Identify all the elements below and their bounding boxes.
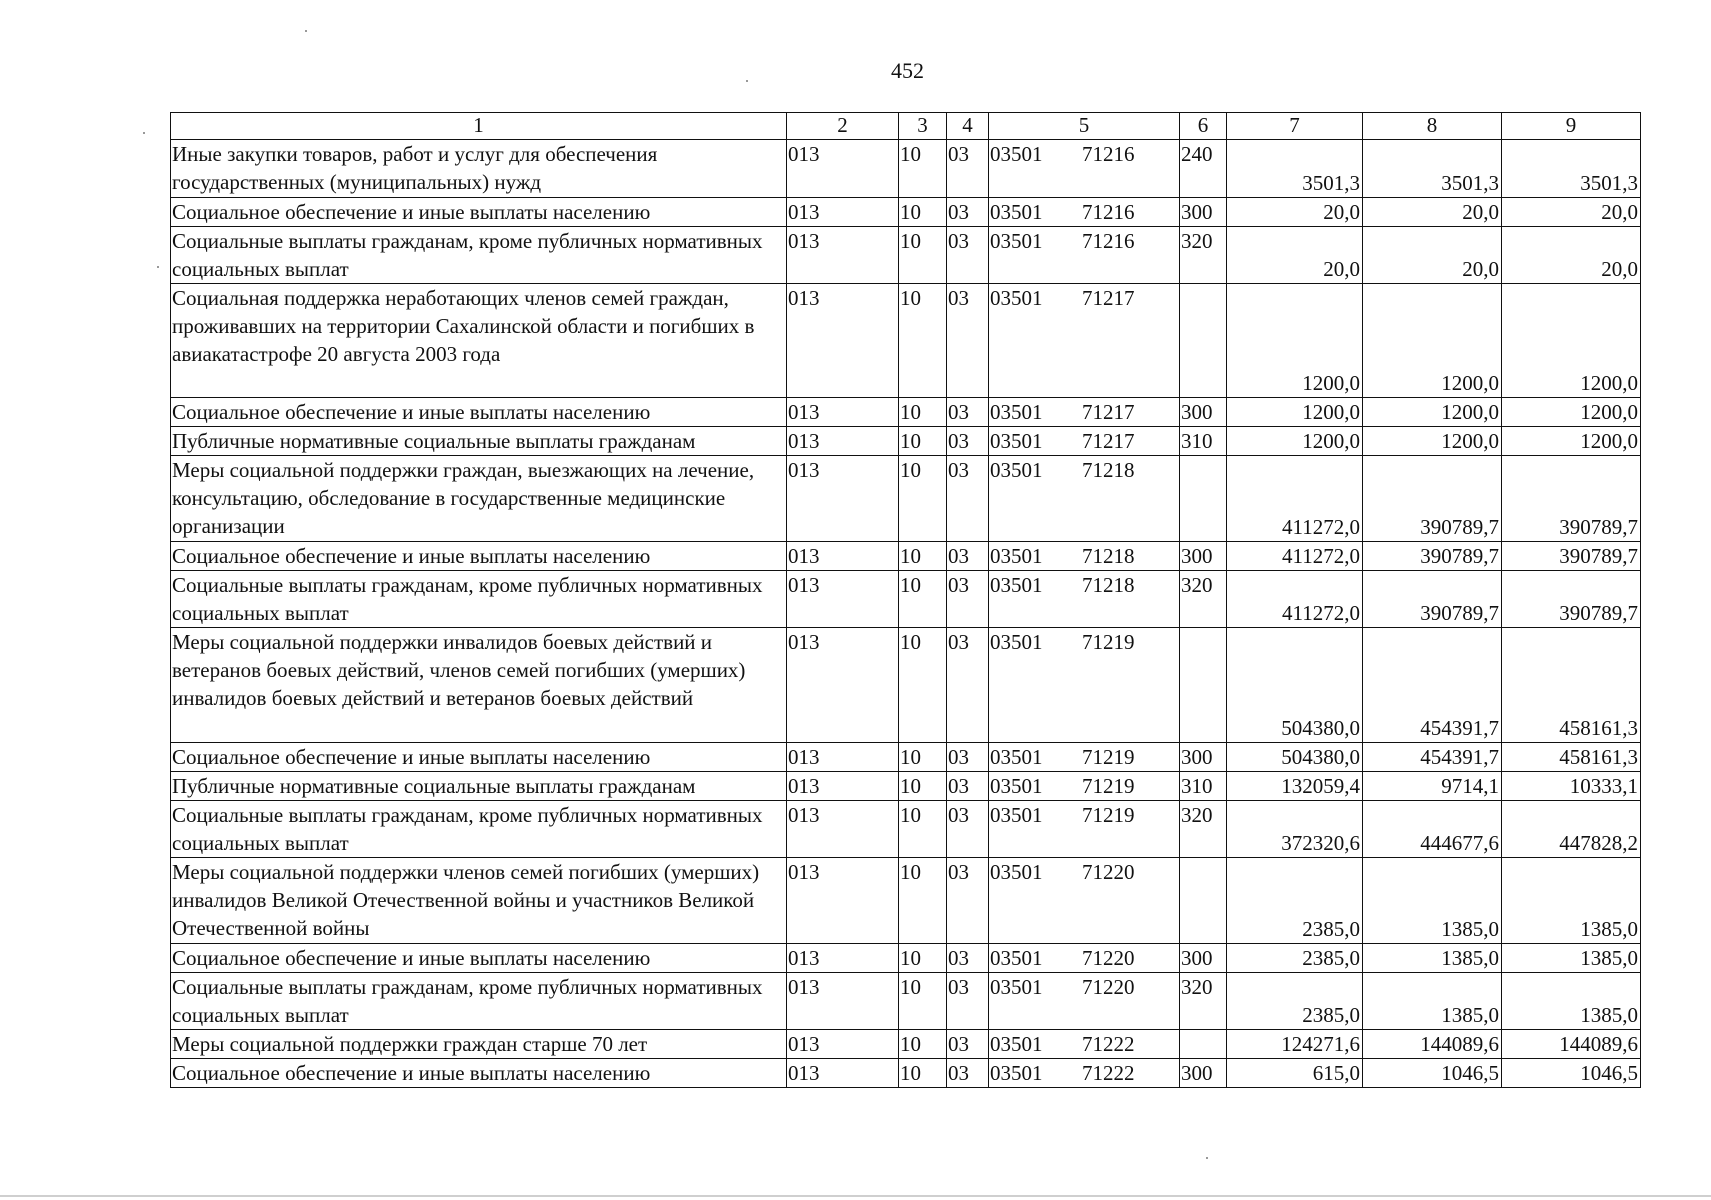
cell-amount-year2: 444677,6	[1363, 801, 1502, 858]
cell-amount-year3: 1200,0	[1502, 398, 1641, 427]
cell-amount-year3: 458161,3	[1502, 628, 1641, 743]
row-name: Социальные выплаты гражданам, кроме публичных нормативных социальных выплат	[171, 227, 787, 284]
cell-ministry-code: 013	[787, 140, 899, 198]
page-number: 452	[891, 58, 924, 83]
cell-expense-type: 320	[1180, 571, 1227, 628]
cell-expense-type: 300	[1180, 198, 1227, 227]
cell-subsection: 03	[947, 772, 989, 801]
cell-amount-year1: 2385,0	[1227, 944, 1363, 973]
cell-expense-type	[1180, 1030, 1227, 1059]
cell-ministry-code: 013	[787, 801, 899, 858]
cell-amount-year3: 1200,0	[1502, 427, 1641, 456]
cell-ministry-code: 013	[787, 944, 899, 973]
cell-amount-year2: 20,0	[1363, 198, 1502, 227]
cell-amount-year3: 1385,0	[1502, 973, 1641, 1030]
cell-amount-year2: 1046,5	[1363, 1059, 1502, 1088]
cell-target-article	[989, 1030, 1180, 1059]
cell-section: 10	[899, 743, 947, 772]
cell-ministry-code: 013	[787, 456, 899, 542]
cell-target-article	[989, 973, 1180, 1030]
header-cell: 1	[171, 113, 787, 140]
cell-expense-type: 300	[1180, 1059, 1227, 1088]
table-row	[171, 227, 1641, 284]
cell-target-article	[989, 628, 1180, 743]
cell-amount-year2: 390789,7	[1363, 571, 1502, 628]
table-row	[171, 284, 1641, 398]
cell-expense-type: 300	[1180, 542, 1227, 571]
cell-expense-type: 320	[1180, 973, 1227, 1030]
row-name: Социальные выплаты гражданам, кроме публичных нормативных социальных выплат	[171, 571, 787, 628]
cell-amount-year1: 372320,6	[1227, 801, 1363, 858]
cell-amount-year1: 2385,0	[1227, 858, 1363, 944]
target-article-code: 71222	[1082, 1032, 1135, 1056]
cell-amount-year1: 1200,0	[1227, 427, 1363, 456]
target-article-program: 03501	[990, 1032, 1043, 1056]
cell-expense-type	[1180, 284, 1227, 398]
cell-amount-year3: 1046,5	[1502, 1059, 1641, 1088]
cell-amount-year2: 144089,6	[1363, 1030, 1502, 1059]
cell-subsection: 03	[947, 801, 989, 858]
target-article-program: 03501	[990, 745, 1043, 769]
cell-amount-year2: 390789,7	[1363, 456, 1502, 542]
header-cell: 6	[1180, 113, 1227, 140]
cell-amount-year1: 411272,0	[1227, 542, 1363, 571]
target-article-program: 03501	[990, 544, 1043, 568]
cell-ministry-code: 013	[787, 284, 899, 398]
cell-section: 10	[899, 772, 947, 801]
target-article-code: 71217	[1082, 400, 1135, 424]
cell-amount-year2: 454391,7	[1363, 628, 1502, 743]
target-article-code: 71216	[1082, 142, 1135, 166]
table-row	[171, 944, 1641, 973]
cell-amount-year1: 411272,0	[1227, 456, 1363, 542]
target-article-program: 03501	[990, 1061, 1043, 1085]
header-cell: 7	[1227, 113, 1363, 140]
cell-target-article	[989, 227, 1180, 284]
cell-subsection: 03	[947, 1059, 989, 1088]
table-row	[171, 542, 1641, 571]
cell-subsection: 03	[947, 1030, 989, 1059]
header-cell: 4	[947, 113, 989, 140]
target-article-program: 03501	[990, 946, 1043, 970]
cell-amount-year3: 390789,7	[1502, 456, 1641, 542]
cell-amount-year1: 1200,0	[1227, 398, 1363, 427]
cell-target-article	[989, 456, 1180, 542]
cell-amount-year2: 1385,0	[1363, 944, 1502, 973]
cell-amount-year2: 1200,0	[1363, 427, 1502, 456]
cell-subsection: 03	[947, 398, 989, 427]
cell-target-article	[989, 427, 1180, 456]
cell-amount-year2: 454391,7	[1363, 743, 1502, 772]
cell-target-article	[989, 284, 1180, 398]
cell-amount-year3: 20,0	[1502, 198, 1641, 227]
target-article-code: 71218	[1082, 458, 1135, 482]
cell-ministry-code: 013	[787, 973, 899, 1030]
row-name: Публичные нормативные социальные выплаты гражданам	[171, 427, 787, 456]
cell-amount-year1: 3501,3	[1227, 140, 1363, 198]
cell-amount-year2: 1200,0	[1363, 398, 1502, 427]
target-article-code: 71217	[1082, 429, 1135, 453]
target-article-code: 71218	[1082, 544, 1135, 568]
cell-expense-type: 300	[1180, 944, 1227, 973]
cell-amount-year2: 20,0	[1363, 227, 1502, 284]
cell-amount-year3: 458161,3	[1502, 743, 1641, 772]
scan-speck	[157, 266, 159, 268]
header-cell: 3	[899, 113, 947, 140]
target-article-program: 03501	[990, 400, 1043, 424]
row-name: Меры социальной поддержки инвалидов боевых действий и ветеранов боевых действий, членов семей погибших (умерших) инвалидов боевых действий и ветеранов боевых действий	[171, 628, 787, 743]
target-article-program: 03501	[990, 429, 1043, 453]
cell-amount-year2: 1385,0	[1363, 973, 1502, 1030]
cell-subsection: 03	[947, 571, 989, 628]
table-row	[171, 398, 1641, 427]
cell-subsection: 03	[947, 284, 989, 398]
table-row	[171, 628, 1641, 743]
target-article-code: 71216	[1082, 200, 1135, 224]
row-name: Социальное обеспечение и иные выплаты населению	[171, 1059, 787, 1088]
cell-amount-year1: 615,0	[1227, 1059, 1363, 1088]
cell-amount-year1: 20,0	[1227, 198, 1363, 227]
cell-ministry-code: 013	[787, 1030, 899, 1059]
cell-amount-year1: 504380,0	[1227, 628, 1363, 743]
cell-expense-type	[1180, 456, 1227, 542]
target-article-code: 71217	[1082, 286, 1135, 310]
cell-section: 10	[899, 198, 947, 227]
cell-amount-year2: 3501,3	[1363, 140, 1502, 198]
cell-amount-year3: 390789,7	[1502, 542, 1641, 571]
target-article-code: 71222	[1082, 1061, 1135, 1085]
cell-amount-year1: 1200,0	[1227, 284, 1363, 398]
row-name: Социальное обеспечение и иные выплаты населению	[171, 398, 787, 427]
cell-section: 10	[899, 858, 947, 944]
target-article-program: 03501	[990, 142, 1043, 166]
cell-subsection: 03	[947, 858, 989, 944]
cell-subsection: 03	[947, 628, 989, 743]
target-article-program: 03501	[990, 573, 1043, 597]
cell-section: 10	[899, 571, 947, 628]
cell-expense-type: 300	[1180, 743, 1227, 772]
target-article-program: 03501	[990, 860, 1043, 884]
cell-target-article	[989, 398, 1180, 427]
cell-ministry-code: 013	[787, 743, 899, 772]
row-name: Социальное обеспечение и иные выплаты населению	[171, 944, 787, 973]
table-row	[171, 772, 1641, 801]
cell-ministry-code: 013	[787, 427, 899, 456]
target-article-code: 71216	[1082, 229, 1135, 253]
target-article-code: 71220	[1082, 975, 1135, 999]
target-article-program: 03501	[990, 200, 1043, 224]
cell-amount-year3: 1200,0	[1502, 284, 1641, 398]
cell-ministry-code: 013	[787, 542, 899, 571]
cell-expense-type: 300	[1180, 398, 1227, 427]
scan-speck	[305, 30, 307, 32]
header-cell: 8	[1363, 113, 1502, 140]
target-article-program: 03501	[990, 803, 1043, 827]
budget-table	[170, 112, 1641, 1088]
cell-amount-year3: 1385,0	[1502, 944, 1641, 973]
row-name: Меры социальной поддержки граждан, выезжающих на лечение, консультацию, обследование в государственные медицинские организации	[171, 456, 787, 542]
cell-target-article	[989, 801, 1180, 858]
cell-ministry-code: 013	[787, 571, 899, 628]
cell-ministry-code: 013	[787, 628, 899, 743]
cell-section: 10	[899, 284, 947, 398]
cell-section: 10	[899, 973, 947, 1030]
cell-subsection: 03	[947, 198, 989, 227]
table-row	[171, 973, 1641, 1030]
cell-expense-type: 320	[1180, 801, 1227, 858]
cell-expense-type: 240	[1180, 140, 1227, 198]
row-name: Меры социальной поддержки членов семей погибших (умерших) инвалидов Великой Отечественной войны и участников Великой Отечественной войны	[171, 858, 787, 944]
cell-target-article	[989, 542, 1180, 571]
target-article-program: 03501	[990, 458, 1043, 482]
cell-expense-type	[1180, 628, 1227, 743]
cell-section: 10	[899, 542, 947, 571]
scan-speck	[1206, 1157, 1208, 1159]
cell-subsection: 03	[947, 542, 989, 571]
cell-amount-year3: 1385,0	[1502, 858, 1641, 944]
header-cell: 5	[989, 113, 1180, 140]
table-row	[171, 456, 1641, 542]
cell-subsection: 03	[947, 227, 989, 284]
cell-expense-type: 320	[1180, 227, 1227, 284]
scan-speck	[143, 132, 145, 134]
cell-target-article	[989, 198, 1180, 227]
header-cell: 2	[787, 113, 899, 140]
row-name: Социальное обеспечение и иные выплаты населению	[171, 198, 787, 227]
cell-subsection: 03	[947, 140, 989, 198]
target-article-code: 71219	[1082, 630, 1135, 654]
cell-section: 10	[899, 456, 947, 542]
cell-amount-year1: 124271,6	[1227, 1030, 1363, 1059]
cell-target-article	[989, 858, 1180, 944]
table-row	[171, 743, 1641, 772]
cell-target-article	[989, 1059, 1180, 1088]
row-name: Иные закупки товаров, работ и услуг для обеспечения государственных (муниципальных) нужд	[171, 140, 787, 198]
cell-section: 10	[899, 628, 947, 743]
header-row	[171, 113, 1641, 140]
row-name: Социальные выплаты гражданам, кроме публичных нормативных социальных выплат	[171, 801, 787, 858]
cell-amount-year2: 390789,7	[1363, 542, 1502, 571]
cell-target-article	[989, 944, 1180, 973]
row-name: Социальное обеспечение и иные выплаты населению	[171, 542, 787, 571]
target-article-code: 71218	[1082, 573, 1135, 597]
cell-section: 10	[899, 944, 947, 973]
target-article-program: 03501	[990, 229, 1043, 253]
cell-section: 10	[899, 1030, 947, 1059]
cell-target-article	[989, 772, 1180, 801]
cell-amount-year3: 3501,3	[1502, 140, 1641, 198]
cell-amount-year2: 9714,1	[1363, 772, 1502, 801]
target-article-code: 71219	[1082, 774, 1135, 798]
table-row	[171, 1059, 1641, 1088]
cell-subsection: 03	[947, 456, 989, 542]
row-name: Меры социальной поддержки граждан старше 70 лет	[171, 1030, 787, 1059]
cell-ministry-code: 013	[787, 858, 899, 944]
table-body	[171, 113, 1641, 1088]
target-article-program: 03501	[990, 774, 1043, 798]
cell-amount-year3: 10333,1	[1502, 772, 1641, 801]
cell-expense-type	[1180, 858, 1227, 944]
table-row	[171, 858, 1641, 944]
target-article-program: 03501	[990, 286, 1043, 310]
cell-amount-year1: 411272,0	[1227, 571, 1363, 628]
cell-amount-year1: 20,0	[1227, 227, 1363, 284]
target-article-program: 03501	[990, 630, 1043, 654]
cell-amount-year3: 390789,7	[1502, 571, 1641, 628]
row-name: Социальная поддержка неработающих членов семей граждан, проживавших на территории Сахалинской области и погибших в авиакатастрофе 20 августа 2003 года	[171, 284, 787, 398]
cell-ministry-code: 013	[787, 227, 899, 284]
target-article-code: 71219	[1082, 745, 1135, 769]
cell-subsection: 03	[947, 944, 989, 973]
cell-amount-year3: 20,0	[1502, 227, 1641, 284]
cell-section: 10	[899, 427, 947, 456]
row-name: Публичные нормативные социальные выплаты гражданам	[171, 772, 787, 801]
scan-edge-line	[0, 1195, 1711, 1197]
cell-target-article	[989, 140, 1180, 198]
cell-amount-year2: 1200,0	[1363, 284, 1502, 398]
table-row	[171, 571, 1641, 628]
cell-ministry-code: 013	[787, 398, 899, 427]
cell-amount-year1: 504380,0	[1227, 743, 1363, 772]
target-article-code: 71220	[1082, 860, 1135, 884]
cell-ministry-code: 013	[787, 772, 899, 801]
cell-amount-year1: 2385,0	[1227, 973, 1363, 1030]
cell-amount-year1: 132059,4	[1227, 772, 1363, 801]
table-row	[171, 801, 1641, 858]
cell-section: 10	[899, 227, 947, 284]
scan-speck	[746, 80, 748, 82]
target-article-program: 03501	[990, 975, 1043, 999]
cell-section: 10	[899, 398, 947, 427]
table-row	[171, 140, 1641, 198]
cell-subsection: 03	[947, 973, 989, 1030]
cell-target-article	[989, 571, 1180, 628]
cell-expense-type: 310	[1180, 427, 1227, 456]
cell-ministry-code: 013	[787, 1059, 899, 1088]
row-name: Социальное обеспечение и иные выплаты населению	[171, 743, 787, 772]
cell-section: 10	[899, 1059, 947, 1088]
cell-target-article	[989, 743, 1180, 772]
cell-amount-year2: 1385,0	[1363, 858, 1502, 944]
target-article-code: 71219	[1082, 803, 1135, 827]
target-article-code: 71220	[1082, 946, 1135, 970]
cell-expense-type: 310	[1180, 772, 1227, 801]
cell-subsection: 03	[947, 743, 989, 772]
cell-section: 10	[899, 140, 947, 198]
header-cell: 9	[1502, 113, 1641, 140]
cell-amount-year3: 447828,2	[1502, 801, 1641, 858]
table-row	[171, 198, 1641, 227]
table-row	[171, 427, 1641, 456]
cell-subsection: 03	[947, 427, 989, 456]
cell-ministry-code: 013	[787, 198, 899, 227]
cell-amount-year3: 144089,6	[1502, 1030, 1641, 1059]
table-row	[171, 1030, 1641, 1059]
cell-section: 10	[899, 801, 947, 858]
row-name: Социальные выплаты гражданам, кроме публичных нормативных социальных выплат	[171, 973, 787, 1030]
